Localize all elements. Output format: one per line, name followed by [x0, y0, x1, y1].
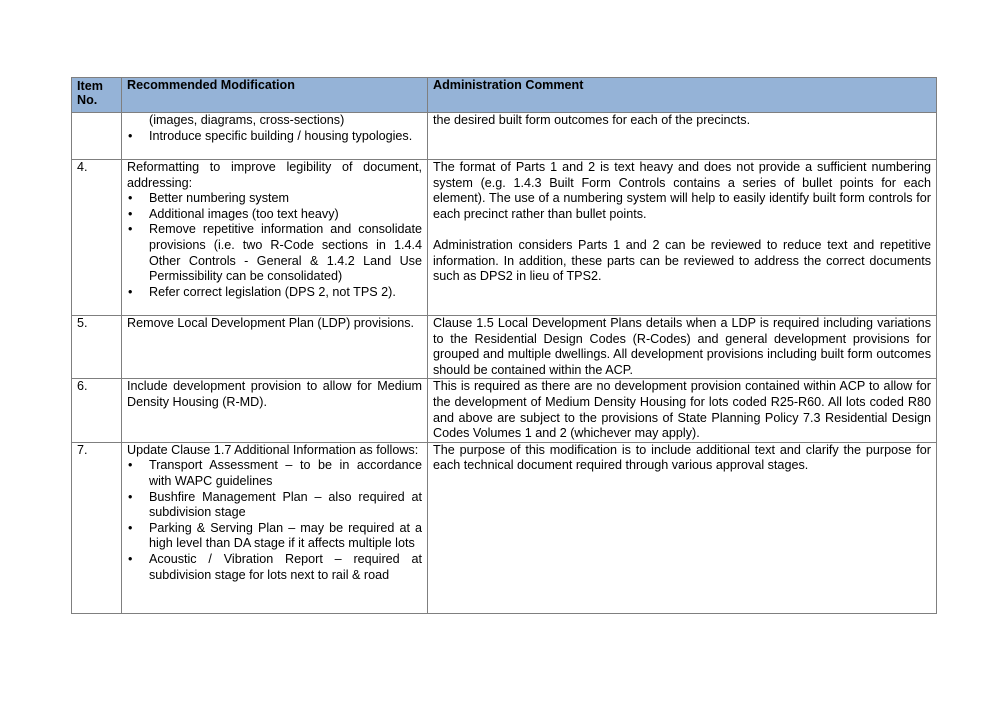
modification-intro: Reformatting to improve legibility of document, addressing:	[127, 160, 422, 190]
modification-cell: Include development provision to allow for Medium Density Housing (R-MD).	[122, 379, 428, 442]
list-item: • Refer correct legislation (DPS 2, not TPS 2).	[127, 285, 422, 301]
modification-cell	[122, 442, 428, 613]
table-row	[72, 316, 937, 379]
table-row	[72, 160, 937, 316]
list-item: • Better numbering system	[127, 191, 422, 207]
table-row-continued	[72, 113, 937, 160]
item-number-cell: 4.	[72, 160, 122, 316]
list-item: • Parking & Serving Plan – may be required at a high level than DA stage if it affects multiple lots	[127, 521, 422, 552]
list-item: • Remove repetitive information and consolidate provisions (i.e. two R-Code sections in 1.4.4 Other Controls - General & 1.4.2 Land Use Permissibility can be consolidated)	[127, 222, 422, 284]
list-item: • Acoustic / Vibration Report – required at subdivision stage for lots next to rail & road	[127, 552, 422, 583]
list-item: • Additional images (too text heavy)	[127, 207, 422, 223]
modification-cell	[122, 113, 428, 160]
modifications-table	[71, 77, 937, 614]
comment-cell: The purpose of this modification is to include additional text and clarify the purpose for each technical document required through various approval stages.	[428, 442, 937, 613]
list-item: • Introduce specific building / housing typologies.	[127, 129, 422, 145]
modification-bullets	[127, 458, 422, 583]
comment-cell: the desired built form outcomes for each of the precincts.	[428, 113, 937, 160]
list-item: • Transport Assessment – to be in accordance with WAPC guidelines	[127, 458, 422, 489]
table-row	[72, 379, 937, 442]
table-row	[72, 442, 937, 613]
header-administration-comment: Administration Comment	[428, 78, 937, 113]
item-number-cell	[72, 113, 122, 160]
item-number-cell: 6.	[72, 379, 122, 442]
item-number-cell: 7.	[72, 442, 122, 613]
modification-bullets	[127, 191, 422, 300]
comment-cell	[428, 160, 937, 316]
comment-cell: This is required as there are no development provision contained within ACP to allow for the development of Medium Density Housing for lots coded R25-R60. All lots coded R80 and above are subject to the provisions of State Planning Policy 7.3 Residential Design Codes Volumes 1 and 2 (whichever may apply).	[428, 379, 937, 442]
modification-intro: Update Clause 1.7 Additional Information as follows:	[127, 442, 419, 457]
comment-paragraph: The format of Parts 1 and 2 is text heavy and does not provide a sufficient numbering system (e.g. 1.4.3 Built Form Controls contains a series of bullet points for each element). The use of a numbering system will help to easily identify built form controls for each precinct rather than bullet points.	[433, 160, 931, 221]
list-item: • Bushfire Management Plan – also required at subdivision stage	[127, 490, 422, 521]
modification-cell	[122, 160, 428, 316]
comment-cell: Clause 1.5 Local Development Plans details when a LDP is required including variations to the Residential Design Codes (R-Codes) and general development provisions for grouped and multiple dwellings. All development provisions including built form outcomes should be contained within the ACP.	[428, 316, 937, 379]
modification-continued-text: (images, diagrams, cross-sections)	[149, 113, 345, 127]
table-header-row	[72, 78, 937, 113]
item-number-cell: 5.	[72, 316, 122, 379]
modification-cell: Remove Local Development Plan (LDP) provisions.	[122, 316, 428, 379]
modification-bullets	[127, 129, 422, 145]
header-item-no: Item No.	[72, 78, 122, 113]
document-page	[71, 77, 936, 614]
comment-paragraph: Administration considers Parts 1 and 2 can be reviewed to reduce text and repetitive information. In addition, these parts can be reviewed to address the correct documents such as DPS2 in lieu of TPS2.	[433, 237, 931, 284]
header-recommended-modification: Recommended Modification	[122, 78, 428, 113]
